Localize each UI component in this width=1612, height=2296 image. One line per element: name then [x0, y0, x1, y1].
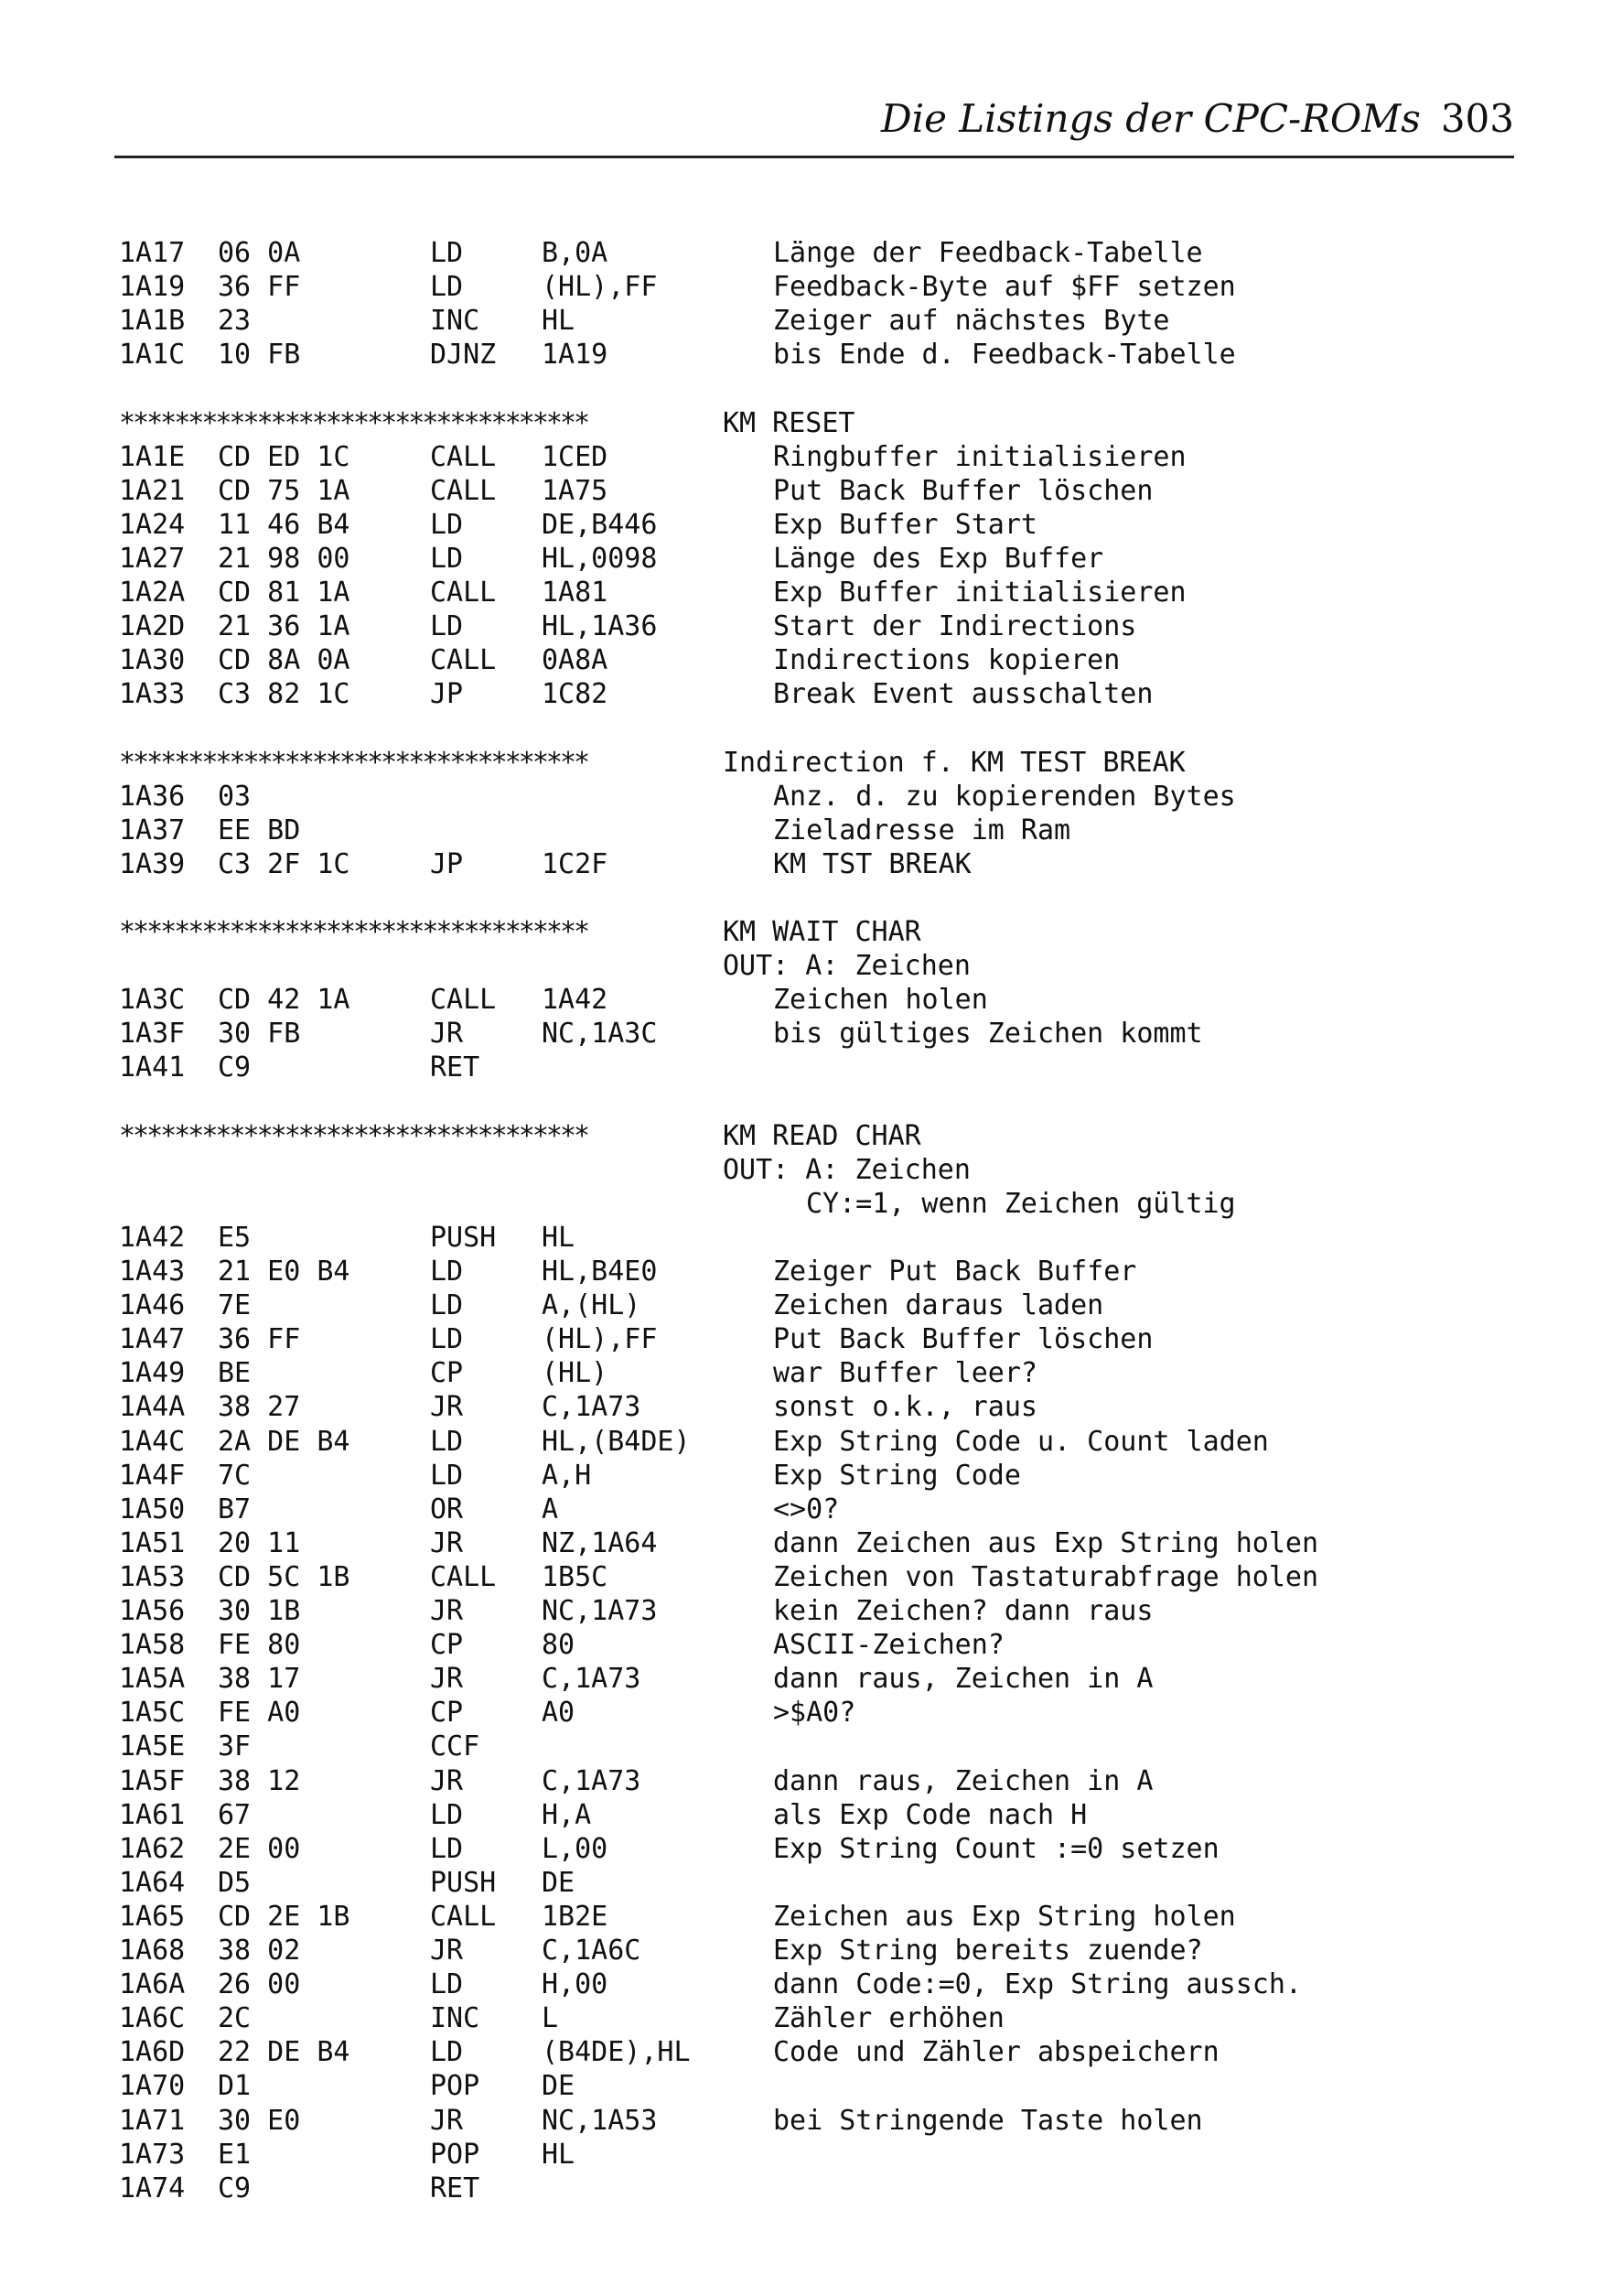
address: 1A3C	[119, 984, 186, 1017]
comment: bei Stringende Taste holen	[773, 2104, 1203, 2137]
operand: (HL),FF	[542, 271, 658, 304]
operand: H,A	[542, 1798, 592, 1831]
comment: Code und Zähler abspeichern	[773, 2036, 1220, 2069]
code-line	[0, 1051, 1612, 1084]
comment: Put Back Buffer löschen	[773, 1323, 1154, 1356]
comment: Länge der Feedback-Tabelle	[773, 237, 1203, 269]
hex-bytes: 03	[218, 780, 252, 813]
hex-bytes: C9	[218, 2172, 252, 2204]
address: 1A37	[119, 814, 186, 846]
code-line	[0, 1866, 1612, 1900]
comment: bis Ende d. Feedback-Tabelle	[773, 339, 1236, 372]
comment: war Buffer leer?	[773, 1357, 1037, 1390]
mnemonic: CP	[430, 1697, 464, 1730]
comment: Exp Buffer Start	[773, 508, 1037, 541]
code-line	[0, 2035, 1612, 2069]
comment: dann Zeichen aus Exp String holen	[773, 1526, 1319, 1559]
operand: DE,B446	[542, 508, 658, 541]
mnemonic: LD	[430, 1832, 464, 1865]
operand: (B4DE),HL	[542, 2036, 691, 2069]
hex-bytes: 10 FB	[218, 339, 301, 372]
operand: NC,1A3C	[542, 1018, 658, 1051]
operand: A,(HL)	[542, 1289, 641, 1322]
code-line	[0, 814, 1612, 847]
code-line	[0, 1798, 1612, 1832]
address: 1A1E	[119, 440, 186, 473]
blank-line	[0, 881, 1612, 915]
code-line	[0, 1832, 1612, 1866]
address: 1A30	[119, 644, 186, 677]
code-line	[0, 2069, 1612, 2103]
operand: L,00	[542, 1832, 608, 1865]
operand: H,00	[542, 1968, 608, 2001]
code-line	[0, 643, 1612, 677]
code-line	[0, 1934, 1612, 1967]
code-line	[0, 1288, 1612, 1322]
code-line	[0, 1900, 1612, 1934]
hex-bytes: EE BD	[218, 814, 301, 846]
code-line	[0, 1493, 1612, 1526]
address: 1A41	[119, 1051, 186, 1084]
operand: HL,0098	[542, 542, 658, 575]
hex-bytes: 36 FF	[218, 271, 301, 304]
operand: 1C82	[542, 678, 608, 711]
operand: NC,1A73	[542, 1595, 658, 1627]
code-line	[0, 1560, 1612, 1594]
mnemonic: LD	[430, 1289, 464, 1322]
comment: Zeichen von Tastaturabfrage holen	[773, 1560, 1319, 1593]
address: 1A71	[119, 2104, 186, 2137]
hex-bytes: 38 17	[218, 1663, 301, 1696]
comment: Zeichen holen	[773, 984, 988, 1017]
operand: (HL)	[542, 1357, 608, 1390]
address: 1A6D	[119, 2036, 186, 2069]
code-line	[0, 1459, 1612, 1493]
code-line	[0, 1764, 1612, 1798]
comment: Ringbuffer initialisieren	[773, 440, 1187, 473]
mnemonic: JR	[430, 1018, 464, 1051]
operand: C,1A73	[542, 1764, 641, 1797]
comment: bis gültiges Zeichen kommt	[773, 1018, 1203, 1051]
comment: Zeiger auf nächstes Byte	[773, 305, 1170, 338]
comment: dann raus, Zeichen in A	[773, 1663, 1154, 1696]
output-note-text: OUT: A: Zeichen	[723, 1153, 971, 1186]
mnemonic: JR	[430, 1935, 464, 1967]
hex-bytes: 26 00	[218, 1968, 301, 2001]
operand: C,1A73	[542, 1663, 641, 1696]
mnemonic: LD	[430, 271, 464, 304]
code-line	[0, 1730, 1612, 1763]
mnemonic: CALL	[430, 1560, 497, 1593]
section-header	[0, 1119, 1612, 1153]
address: 1A68	[119, 1935, 186, 1967]
operand: HL	[542, 305, 575, 338]
mnemonic: CALL	[430, 577, 497, 609]
hex-bytes: 21 36 1A	[218, 610, 350, 643]
star-separator: **********************************	[119, 746, 588, 779]
operand: 0A8A	[542, 644, 608, 677]
operand: 1A42	[542, 984, 608, 1017]
comment: Start der Indirections	[773, 610, 1137, 643]
operand: DE	[542, 1866, 575, 1899]
address: 1A6C	[119, 2002, 186, 2035]
hex-bytes: FE 80	[218, 1629, 301, 1662]
address: 1A53	[119, 1560, 186, 1593]
address: 1A5C	[119, 1697, 186, 1730]
address: 1A2A	[119, 577, 186, 609]
section-header	[0, 746, 1612, 780]
address: 1A5F	[119, 1764, 186, 1797]
section-title: KM WAIT CHAR	[723, 916, 921, 948]
mnemonic: DJNZ	[430, 339, 497, 372]
hex-bytes: 30 FB	[218, 1018, 301, 1051]
operand: B,0A	[542, 237, 608, 269]
mnemonic: CCF	[430, 1730, 480, 1763]
operand: NC,1A53	[542, 2104, 658, 2137]
mnemonic: LD	[430, 508, 464, 541]
blank-line	[0, 372, 1612, 405]
mnemonic: JR	[430, 1764, 464, 1797]
address: 1A17	[119, 237, 186, 269]
mnemonic: LD	[430, 2036, 464, 2069]
operand: HL,1A36	[542, 610, 658, 643]
code-line	[0, 983, 1612, 1017]
mnemonic: POP	[430, 2138, 480, 2171]
hex-bytes: 2E 00	[218, 1832, 301, 1865]
comment: Zieladresse im Ram	[773, 814, 1071, 846]
operand: A,H	[542, 1459, 592, 1492]
mnemonic: LD	[430, 1425, 464, 1458]
hex-bytes: FE A0	[218, 1697, 301, 1730]
output-note	[0, 949, 1612, 983]
comment: Zeiger Put Back Buffer	[773, 1256, 1137, 1288]
operand: 1CED	[542, 440, 608, 473]
blank-line	[0, 1085, 1612, 1119]
operand: 1A81	[542, 577, 608, 609]
address: 1A46	[119, 1289, 186, 1322]
star-separator: **********************************	[119, 406, 588, 439]
hex-bytes: 38 12	[218, 1764, 301, 1797]
code-line	[0, 847, 1612, 881]
code-line	[0, 1356, 1612, 1390]
operand: 1B2E	[542, 1900, 608, 1933]
address: 1A70	[119, 2070, 186, 2103]
address: 1A61	[119, 1798, 186, 1831]
mnemonic: LD	[430, 1256, 464, 1288]
hex-bytes: 11 46 B4	[218, 508, 350, 541]
hex-bytes: 2A DE B4	[218, 1425, 350, 1458]
code-line	[0, 780, 1612, 814]
operand: 80	[542, 1629, 575, 1662]
operand: C,1A6C	[542, 1935, 641, 1967]
address: 1A47	[119, 1323, 186, 1356]
mnemonic: INC	[430, 305, 480, 338]
output-note-text: CY:=1, wenn Zeichen gültig	[806, 1187, 1236, 1220]
comment: Anz. d. zu kopierenden Bytes	[773, 780, 1236, 813]
comment: Länge des Exp Buffer	[773, 542, 1104, 575]
mnemonic: OR	[430, 1493, 464, 1525]
mnemonic: CALL	[430, 474, 497, 507]
code-line	[0, 2104, 1612, 2138]
hex-bytes: 30 E0	[218, 2104, 301, 2137]
hex-bytes: 7C	[218, 1459, 252, 1492]
operand: (HL),FF	[542, 1323, 658, 1356]
hex-bytes: CD 42 1A	[218, 984, 350, 1017]
section-title: KM RESET	[723, 406, 855, 439]
comment: Exp String Code	[773, 1459, 1021, 1492]
hex-bytes: 22 DE B4	[218, 2036, 350, 2069]
operand: A0	[542, 1697, 575, 1730]
hex-bytes: 20 11	[218, 1526, 301, 1559]
mnemonic: LD	[430, 1968, 464, 2001]
address: 1A43	[119, 1256, 186, 1288]
operand: NZ,1A64	[542, 1526, 658, 1559]
mnemonic: LD	[430, 542, 464, 575]
address: 1A6A	[119, 1968, 186, 2001]
address: 1A24	[119, 508, 186, 541]
address: 1A4C	[119, 1425, 186, 1458]
code-line	[0, 440, 1612, 474]
code-line	[0, 474, 1612, 508]
hex-bytes: 23	[218, 305, 252, 338]
address: 1A19	[119, 271, 186, 304]
hex-bytes: 36 FF	[218, 1323, 301, 1356]
mnemonic: LD	[430, 237, 464, 269]
code-line	[0, 270, 1612, 304]
address: 1A58	[119, 1629, 186, 1662]
output-note	[0, 1187, 1612, 1221]
code-line	[0, 542, 1612, 576]
hex-bytes: C9	[218, 1051, 252, 1084]
address: 1A21	[119, 474, 186, 507]
code-line	[0, 1390, 1612, 1424]
code-line	[0, 1526, 1612, 1560]
hex-bytes: 67	[218, 1798, 252, 1831]
hex-bytes: 3F	[218, 1730, 252, 1763]
code-line	[0, 2172, 1612, 2205]
address: 1A36	[119, 780, 186, 813]
comment: Zeichen daraus laden	[773, 1289, 1104, 1322]
address: 1A39	[119, 847, 186, 880]
address: 1A5A	[119, 1663, 186, 1696]
running-title: Die Listings der CPC-ROMs	[880, 96, 1421, 141]
address: 1A56	[119, 1595, 186, 1627]
mnemonic: CALL	[430, 1900, 497, 1933]
mnemonic: CALL	[430, 644, 497, 677]
hex-bytes: CD 8A 0A	[218, 644, 350, 677]
section-title: Indirection f. KM TEST BREAK	[723, 746, 1186, 779]
address: 1A27	[119, 542, 186, 575]
code-line	[0, 1628, 1612, 1662]
address: 1A3F	[119, 1018, 186, 1051]
output-note-text: OUT: A: Zeichen	[723, 950, 971, 983]
hex-bytes: 38 27	[218, 1391, 301, 1424]
mnemonic: JR	[430, 1391, 464, 1424]
address: 1A62	[119, 1832, 186, 1865]
operand: A	[542, 1493, 559, 1525]
hex-bytes: 7E	[218, 1289, 252, 1322]
section-header	[0, 406, 1612, 440]
mnemonic: JP	[430, 847, 464, 880]
hex-bytes: D5	[218, 1866, 252, 1899]
star-separator: **********************************	[119, 1119, 588, 1152]
code-line	[0, 1594, 1612, 1628]
mnemonic: PUSH	[430, 1221, 497, 1254]
code-line	[0, 1425, 1612, 1459]
address: 1A64	[119, 1866, 186, 1899]
operand: L	[542, 2002, 559, 2035]
hex-bytes: 21 E0 B4	[218, 1256, 350, 1288]
page-number: 303	[1440, 96, 1514, 141]
mnemonic: CP	[430, 1629, 464, 1662]
code-line	[0, 304, 1612, 338]
address: 1A49	[119, 1357, 186, 1390]
comment: dann Code:=0, Exp String aussch.	[773, 1968, 1302, 2001]
comment: Indirections kopieren	[773, 644, 1121, 677]
comment: Feedback-Byte auf $FF setzen	[773, 271, 1236, 304]
mnemonic: LD	[430, 1459, 464, 1492]
section-title: KM READ CHAR	[723, 1119, 921, 1152]
code-line	[0, 1255, 1612, 1288]
mnemonic: JR	[430, 2104, 464, 2137]
code-line	[0, 1696, 1612, 1730]
hex-bytes: CD 5C 1B	[218, 1560, 350, 1593]
mnemonic: CP	[430, 1357, 464, 1390]
address: 1A1C	[119, 339, 186, 372]
hex-bytes: 06 0A	[218, 237, 301, 269]
code-line	[0, 1967, 1612, 2001]
address: 1A4F	[119, 1459, 186, 1492]
mnemonic: JR	[430, 1526, 464, 1559]
operand: DE	[542, 2070, 575, 2103]
section-header	[0, 915, 1612, 949]
mnemonic: LD	[430, 1323, 464, 1356]
address: 1A65	[119, 1900, 186, 1933]
code-line	[0, 2001, 1612, 2035]
address: 1A5E	[119, 1730, 186, 1763]
comment: Zeichen aus Exp String holen	[773, 1900, 1236, 1933]
comment: als Exp Code nach H	[773, 1798, 1088, 1831]
code-line	[0, 508, 1612, 542]
mnemonic: RET	[430, 1051, 480, 1084]
comment: >$A0?	[773, 1697, 856, 1730]
code-line	[0, 609, 1612, 643]
hex-bytes: 21 98 00	[218, 542, 350, 575]
hex-bytes: CD 81 1A	[218, 577, 350, 609]
comment: sonst o.k., raus	[773, 1391, 1037, 1424]
output-note	[0, 1153, 1612, 1187]
address: 1A4A	[119, 1391, 186, 1424]
blank-line	[0, 711, 1612, 745]
address: 1A2D	[119, 610, 186, 643]
operand: C,1A73	[542, 1391, 641, 1424]
hex-bytes: 2C	[218, 2002, 252, 2035]
operand: 1A75	[542, 474, 608, 507]
comment: dann raus, Zeichen in A	[773, 1764, 1154, 1797]
address: 1A50	[119, 1493, 186, 1525]
operand: HL,(B4DE)	[542, 1425, 691, 1458]
code-line	[0, 236, 1612, 270]
hex-bytes: C3 82 1C	[218, 678, 350, 711]
comment: <>0?	[773, 1493, 840, 1525]
mnemonic: POP	[430, 2070, 480, 2103]
hex-bytes: 38 02	[218, 1935, 301, 1967]
address: 1A1B	[119, 305, 186, 338]
mnemonic: JR	[430, 1663, 464, 1696]
comment: Put Back Buffer löschen	[773, 474, 1154, 507]
star-separator: **********************************	[119, 916, 588, 948]
mnemonic: PUSH	[430, 1866, 497, 1899]
address: 1A73	[119, 2138, 186, 2171]
address: 1A42	[119, 1221, 186, 1254]
hex-bytes: CD ED 1C	[218, 440, 350, 473]
hex-bytes: B7	[218, 1493, 252, 1525]
comment: Exp Buffer initialisieren	[773, 577, 1187, 609]
hex-bytes: E1	[218, 2138, 252, 2171]
address: 1A51	[119, 1526, 186, 1559]
comment: kein Zeichen? dann raus	[773, 1595, 1154, 1627]
mnemonic: JR	[430, 1595, 464, 1627]
comment: Exp String Count :=0 setzen	[773, 1832, 1220, 1865]
comment: KM TST BREAK	[773, 847, 972, 880]
mnemonic: LD	[430, 610, 464, 643]
code-line	[0, 1221, 1612, 1255]
code-line	[0, 338, 1612, 372]
hex-bytes: D1	[218, 2070, 252, 2103]
hex-bytes: CD 75 1A	[218, 474, 350, 507]
mnemonic: JP	[430, 678, 464, 711]
comment: Exp String bereits zuende?	[773, 1935, 1203, 1967]
hex-bytes: BE	[218, 1357, 252, 1390]
code-line	[0, 576, 1612, 609]
comment: Break Event ausschalten	[773, 678, 1154, 711]
code-line	[0, 1662, 1612, 1696]
comment: Zähler erhöhen	[773, 2002, 1005, 2035]
mnemonic: CALL	[430, 984, 497, 1017]
mnemonic: CALL	[430, 440, 497, 473]
operand: 1B5C	[542, 1560, 608, 1593]
mnemonic: RET	[430, 2172, 480, 2204]
comment: Exp String Code u. Count laden	[773, 1425, 1269, 1458]
hex-bytes: CD 2E 1B	[218, 1900, 350, 1933]
operand: HL	[542, 1221, 575, 1254]
hex-bytes: C3 2F 1C	[218, 847, 350, 880]
address: 1A74	[119, 2172, 186, 2204]
hex-bytes: E5	[218, 1221, 252, 1254]
hex-bytes: 30 1B	[218, 1595, 301, 1627]
mnemonic: INC	[430, 2002, 480, 2035]
mnemonic: LD	[430, 1798, 464, 1831]
operand: HL	[542, 2138, 575, 2171]
code-line	[0, 1017, 1612, 1051]
comment: ASCII-Zeichen?	[773, 1629, 1005, 1662]
code-line	[0, 2138, 1612, 2172]
code-line	[0, 1322, 1612, 1356]
operand: 1A19	[542, 339, 608, 372]
address: 1A33	[119, 678, 186, 711]
operand: 1C2F	[542, 847, 608, 880]
code-line	[0, 677, 1612, 711]
operand: HL,B4E0	[542, 1256, 658, 1288]
